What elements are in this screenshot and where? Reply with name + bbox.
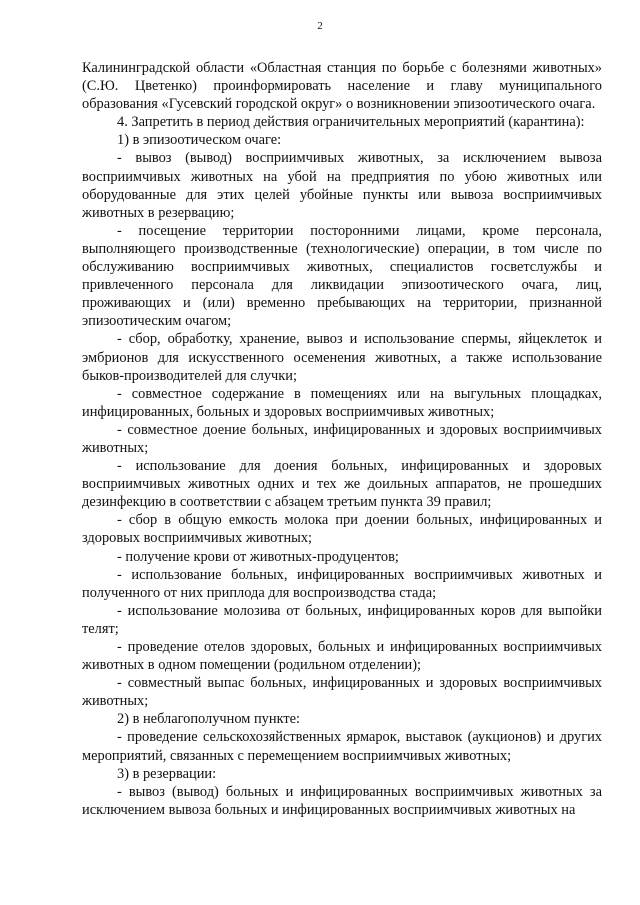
paragraph: - проведение сельскохозяйственных ярмарок, выставок (аукционов) и других мероприятий, связанных с перемещением восприимчивых животных;: [82, 729, 602, 764]
paragraph: - вывоз (вывод) восприимчивых животных, за исключением вывоза восприимчивых животных на убой на предприятия по убою животных или оборудованные для этих целей убойные пункты или вывоза восприимчивых животных в резервацию;: [82, 150, 602, 221]
paragraph: - проведение отелов здоровых, больных и инфицированных восприимчивых животных в одном помещении (родильном отделении);: [82, 639, 602, 674]
paragraph: - вывоз (вывод) больных и инфицированных восприимчивых животных за исключением вывоза больных и инфицированных восприимчивых животных на: [82, 783, 602, 818]
paragraph: Калининградской области «Областная станция по борьбе с болезнями животных» (С.Ю. Цветенко) проинформировать население и главу муниципального образования «Гусевский городской округ» о возникновении эпизоотического очага.: [82, 60, 602, 113]
paragraph: - использование для доения больных, инфицированных и здоровых восприимчивых животных одних и тех же доильных аппаратов, не прошедших дезинфекцию в соответствии с абзацем третьим пункта 39 правил;: [82, 458, 602, 511]
paragraph: - совместное доение больных, инфицированных и здоровых восприимчивых животных;: [82, 421, 602, 456]
section-heading: 3) в резервации:: [117, 765, 217, 782]
document-body: [82, 59, 602, 819]
paragraph: - использование больных, инфицированных восприимчивых животных и полученного от них приплода для воспроизводства стада;: [82, 566, 602, 601]
paragraph: - совместное содержание в помещениях или на выгульных площадках, инфицированных, больных и здоровых восприимчивых животных;: [82, 385, 602, 420]
paragraph: - сбор в общую емкость молока при доении больных, инфицированных и здоровых восприимчивых животных;: [82, 512, 602, 547]
page-number: 2: [317, 20, 323, 32]
paragraph: - использование молозива от больных, инфицированных коров для выпойки телят;: [82, 602, 602, 637]
paragraph: - совместный выпас больных, инфицированных и здоровых восприимчивых животных;: [82, 675, 602, 710]
section-heading: 1) в эпизоотическом очаге:: [117, 132, 282, 149]
section-heading: 2) в неблагополучном пункте:: [117, 711, 301, 728]
paragraph: - получение крови от животных-продуцентов;: [117, 548, 399, 565]
paragraph: - посещение территории посторонними лицами, кроме персонала, выполняющего производственные (технологические) операции, в том числе по обслуживанию восприимчивых животных, специалистов госветслужбы и привлеченного персонала для ликвидации эпизоотического очага, лиц, проживающих и (или) временно пребывающих на территории, признанной эпизоотическим очагом;: [82, 222, 602, 330]
paragraph: - сбор, обработку, хранение, вывоз и использование спермы, яйцеклеток и эмбрионов для искусственного осеменения животных, а также использование быков-производителей для случки;: [82, 331, 602, 384]
paragraph: 4. Запретить в период действия ограничительных мероприятий (карантина):: [117, 114, 585, 131]
